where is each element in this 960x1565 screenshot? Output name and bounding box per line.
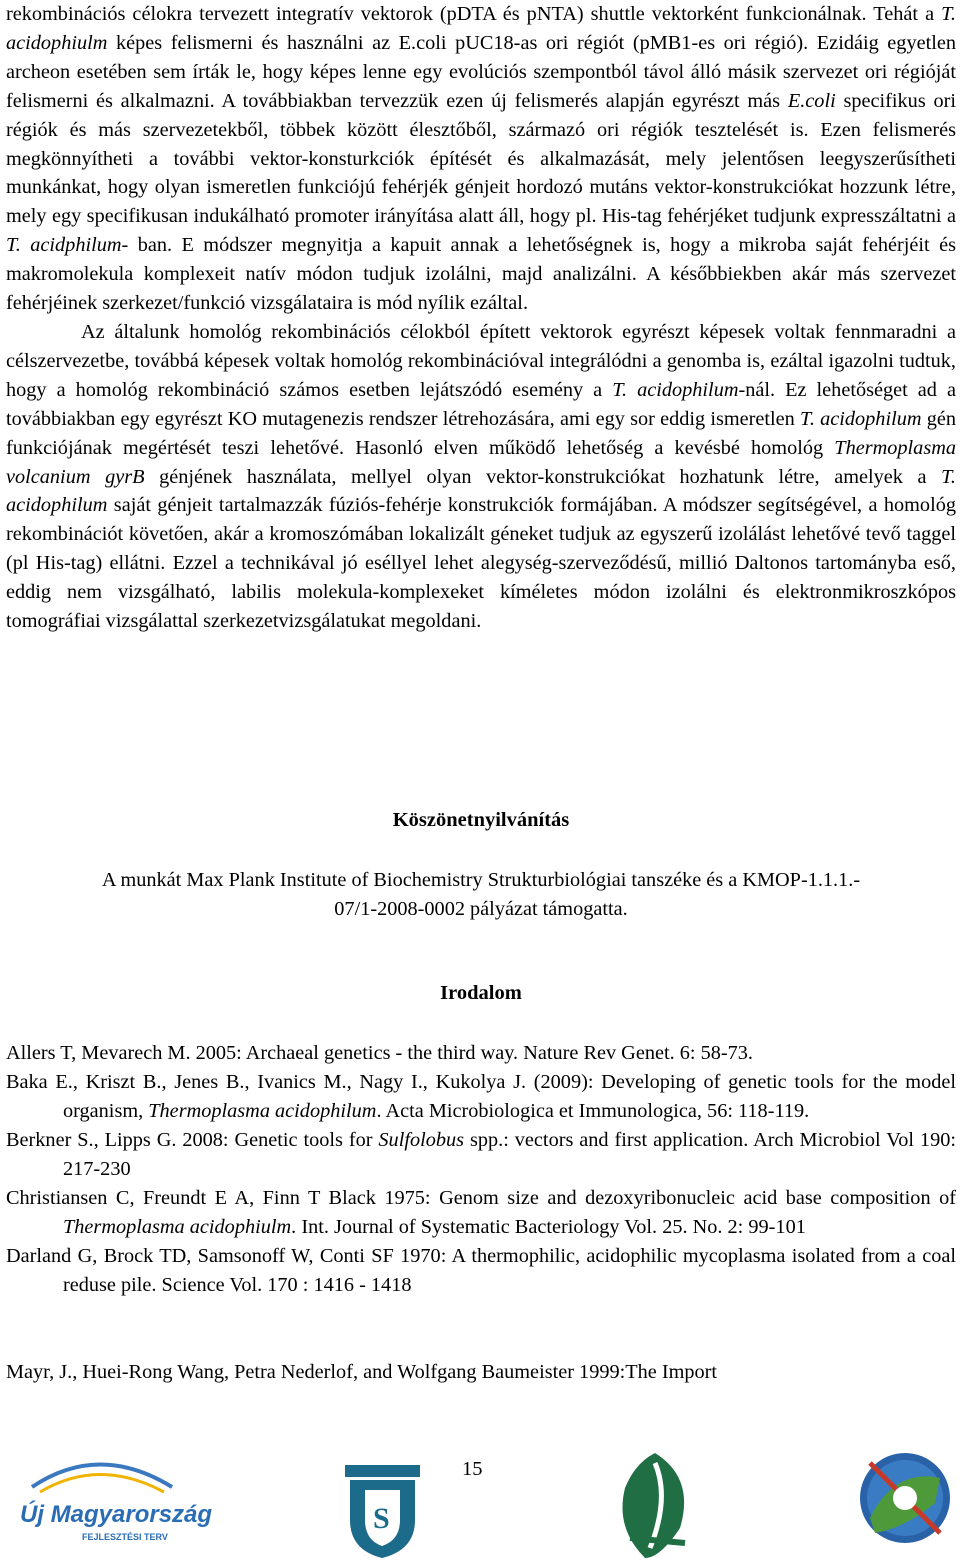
species-name: T. acidophilum — [612, 378, 739, 401]
text-run: Az általunk homológ rekombinációs célokból épített vektorok egyrészt képesek voltak fennmaradni a célszervezetbe, továbbá képesek voltak homológ rekombinációval integrálódni a genomba is, ezáltal igazolni tudtuk, hogy a homológ rekombináció számos esetben lejátszódó esemény a — [6, 320, 956, 401]
uj-magyarorszag-logo — [12, 1452, 213, 1552]
body-paragraph-1 — [6, 0, 956, 318]
text-run: spp.: vectors and first application. Arch Microbiol Vol 190: 217-230 — [63, 1129, 956, 1180]
text-run: -nál. Ez lehetőséget ad a továbbiakban egy egyrészt KO mutagenezis rendszer létrehozására, ami egy sor eddig ismeretlen — [6, 378, 956, 430]
species-name: Thermoplasma acidophiulm — [63, 1216, 292, 1238]
text-run: génjének használata, mellyel olyan vektor-konstrukciókat hozhatunk létre, amelyek a — [144, 465, 942, 488]
acknowledgements-heading: Köszönetnyilvánítás — [392, 809, 570, 831]
page-footer — [0, 1440, 960, 1565]
text-run: gén funkciójának megértését teszi lehetővé. Hasonló elven működő lehetőség a kevésbé homológ — [6, 407, 956, 459]
body-paragraph-2 — [6, 318, 956, 636]
text-run: specifikus ori régiók és más szervezetekből, többek között élesztőből, származó ori régiók tesztelését is. Ezen felismerés megkönnyítheti a további vektor-konsturkciók építését és alkalmazását, mely jelentősen leegyszerűsítheti munkánkat, hogy olyan ismeretlen funkciójú fehérjék génjeit hordozó mutáns vektor-konstrukciókat hozzunk létre, mely egy specifikusan indukálható promoter irányítása alatt áll, hogy pl. His-tag fehérjéket tudjunk expresszáltatni a — [6, 89, 957, 228]
species-name: T. acidophiulm — [6, 3, 956, 54]
species-name: Thermoplasma volcanium gyrB — [6, 436, 956, 488]
svg-text:S: S — [373, 1502, 390, 1535]
species-name: Thermoplasma acidophilum — [148, 1100, 377, 1122]
ack-line: A munkát Max Plank Institute of Biochemistry Strukturbiológiai tanszéke és a KMOP-1.1.1.- — [101, 869, 861, 891]
text-run: Berkner S., Lipps G. 2008: Genetic tools for — [6, 1129, 379, 1151]
logo-subtext: FEJLESZTÉSI TERV — [82, 1532, 168, 1542]
reference-item — [6, 1242, 956, 1300]
reference-item — [6, 1039, 956, 1068]
text-run: Darland G, Brock TD, Samsonoff W, Conti SF 1970: A thermophilic, acidophilic mycoplasma isolated from a coal reduse pile. Science Vol. 170 : 1416 - 1418 — [6, 1245, 956, 1296]
species-name: T. acidophilum — [800, 407, 922, 430]
text-run: Christiansen C, Freundt E A, Finn T Black 1975: Genom size and dezoxyribonucleic acid base composition of — [6, 1187, 956, 1209]
text-run: . Int. Journal of Systematic Bacteriology Vol. 25. No. 2: 99-101 — [291, 1216, 806, 1238]
species-name: Sulfolobus — [378, 1129, 465, 1151]
page-number: 15 — [462, 1458, 483, 1480]
university-crest-icon — [340, 1460, 425, 1560]
text-run: Mayr, J., Huei-Rong Wang, Petra Nederlof, and Wolfgang Baumeister 1999:The Import — [6, 1361, 718, 1383]
arc-shape — [40, 1475, 164, 1493]
text-run: . Acta Microbiologica et Immunologica, 56: 118-119. — [376, 1100, 810, 1122]
species-name: E.coli — [787, 89, 836, 112]
text-run: Baka E., Kriszt B., Jenes B., Ivanics M., Nagy I., Kukolya J. (2009): Developing of genetic tools for the model organism, — [6, 1071, 956, 1122]
paper-page — [6, 0, 957, 1383]
text-run: képes felismerni és használni az E.coli pUC18-as ori régiót (pMB1-es ori régió). Ezidáig egyetlen archeon esetében sem írták le, hogy képes lenne egy evolúciós szempontból távol álló másik szervezet ori régióját felismerni és alkalmazni. A továbbiakban tervezzük ezen új felismerés alapján egyrészt más — [6, 31, 956, 112]
acknowledgements-text — [6, 866, 956, 924]
text-run: Allers T, Mevarech M. 2005: Archaeal genetics - the third way. Nature Rev Genet. 6: 58-73. — [6, 1042, 753, 1064]
logo-text: Új Magyarország — [20, 1501, 213, 1528]
text-run: rekombinációs célokra tervezett integratív vektorok (pDTA és pNTA) shuttle vektorként funkcionálnak. Tehát a — [6, 3, 942, 25]
hungary-leaf-icon — [600, 1448, 710, 1563]
reference-item — [6, 1184, 956, 1242]
text-run: saját génjeit tartalmazzák fúziós-fehérje konstrukciók formájában. A módszer segítségével, a homológ rekombinációt követően, akár a kromoszómában lokalizált géneket tudjuk az egyszerű izolálást lehetővé tevő taggel (pl His-tag) ellátni. Ezzel a technikával jó eséllyel lehet alegység-szerveződésű, millió Daltonos tartományba eső, eddig nem vizsgálható, labilis molekula-komplexeket kíméletes módon izolálni és elektronmikroszkópos tomográfiai vizsgálattal szerkezetvizsgálatukat megoldani. — [6, 494, 956, 633]
references-heading: Irodalom — [440, 982, 522, 1004]
reference-item — [6, 1358, 956, 1387]
references-list — [6, 1039, 956, 1387]
ack-line: 07/1-2008-0002 pályázat támogatta. — [334, 898, 628, 920]
reference-item — [6, 1068, 956, 1126]
reference-item — [6, 1126, 956, 1184]
species-name: T. acidphilum — [6, 234, 122, 257]
round-emblem-icon — [855, 1448, 955, 1558]
text-run: - ban. E módszer megnyitja a kapuit annak a lehetőségnek is, hogy a mikroba saját fehérjéit és makromolekula komplexeit natív módon tudjuk izolálni, majd analizálni. A későbbiekben akár más szervezet fehérjéinek szerkezet/funkció vizsgálataira is mód nyílik ezáltal. — [6, 234, 957, 315]
species-name: T. acidophilum — [6, 465, 956, 517]
